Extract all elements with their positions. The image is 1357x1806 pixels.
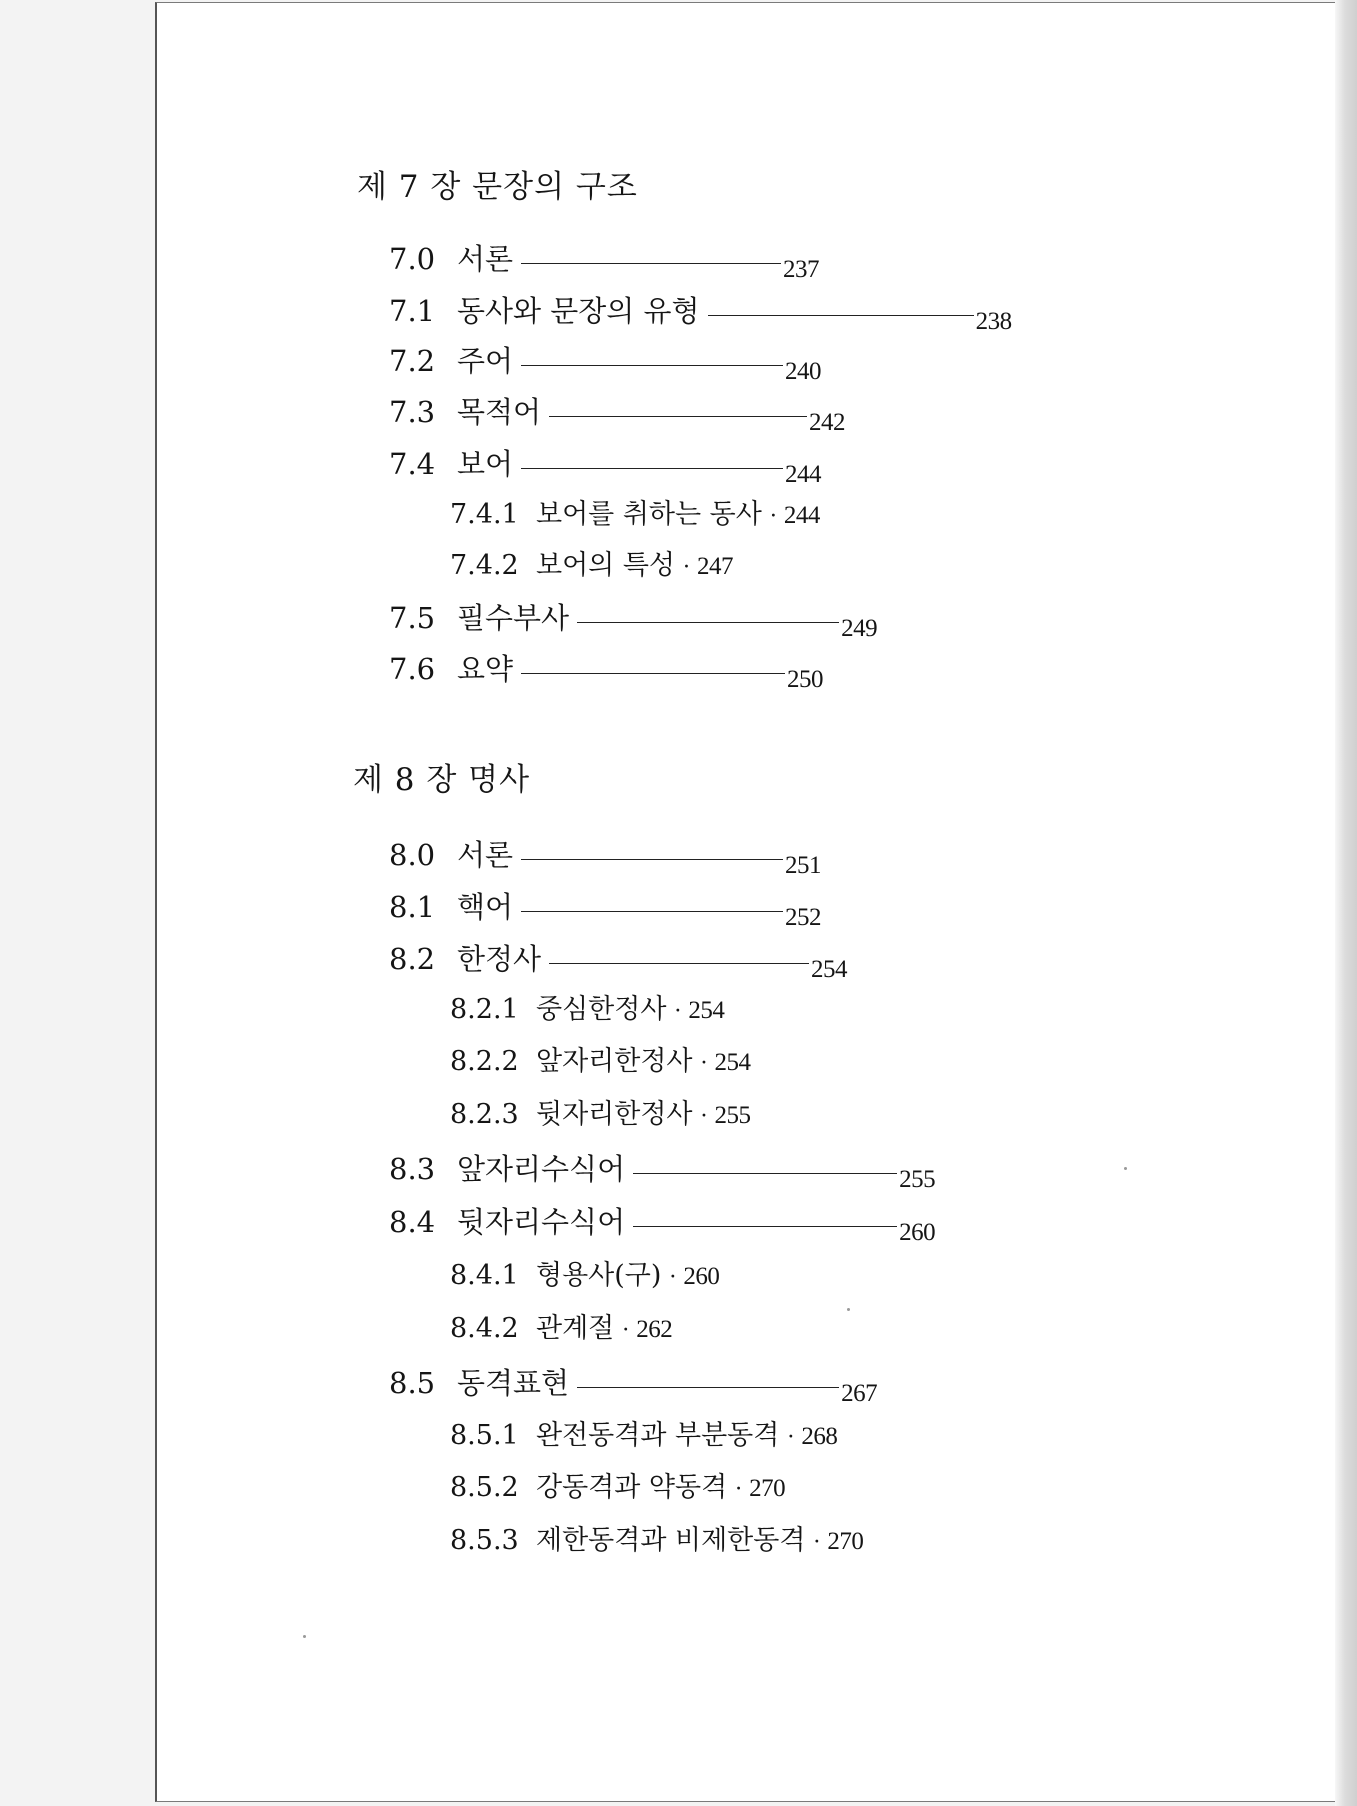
- toc-entry-7-6: [389, 651, 824, 693]
- dot-leader: [521, 365, 783, 366]
- toc-entry-7-1: [389, 293, 1012, 335]
- page-number: 244: [783, 502, 820, 529]
- dot-leader: [633, 1173, 897, 1174]
- section-number: 8.2.1: [450, 994, 519, 1025]
- page-edge-shadow: [1335, 0, 1357, 1806]
- section-title: 보어의 특성: [536, 550, 675, 581]
- section-number: 7.0: [389, 242, 436, 276]
- page-number: 260: [683, 1263, 720, 1290]
- page-number: 255: [714, 1102, 751, 1129]
- section-title: 서론: [457, 242, 514, 276]
- separator-dot: ·: [622, 1318, 630, 1343]
- section-number: 7.5: [389, 601, 436, 635]
- section-title: 보어를 취하는 동사: [536, 499, 762, 530]
- page-number: 268: [801, 1423, 838, 1450]
- page-number: 240: [785, 358, 822, 385]
- separator-dot: ·: [769, 504, 777, 529]
- page-number: 251: [785, 852, 822, 879]
- page-number: 260: [899, 1219, 936, 1246]
- toc-entry-8-1: [389, 889, 822, 931]
- page-number: 247: [697, 553, 733, 580]
- separator-dot: ·: [669, 1265, 677, 1290]
- toc-entry-8-0: [389, 837, 822, 879]
- section-number: 7.4.2: [450, 550, 519, 581]
- scan-speck: [847, 1308, 850, 1311]
- page-number: 237: [783, 256, 820, 283]
- section-title: 보어: [457, 447, 514, 481]
- toc-subentry-7-4-2: [450, 548, 733, 586]
- dot-leader: [633, 1226, 897, 1227]
- dot-leader: [549, 416, 807, 417]
- book-page: [155, 2, 1335, 1802]
- section-number: 8.2.3: [450, 1099, 519, 1130]
- section-title: 뒷자리수식어: [457, 1205, 626, 1239]
- toc-subentry-8-5-2: [450, 1470, 785, 1508]
- separator-dot: ·: [674, 999, 682, 1024]
- page-number: 270: [749, 1475, 786, 1502]
- dot-leader: [521, 859, 783, 860]
- section-number: 7.4.1: [450, 499, 519, 530]
- section-number: 7.3: [389, 395, 436, 429]
- toc-entry-7-5: [389, 600, 878, 642]
- separator-dot: ·: [787, 1425, 795, 1450]
- section-title: 강동격과 약동격: [536, 1472, 728, 1503]
- section-number: 8.5.1: [450, 1420, 519, 1451]
- dot-leader: [577, 622, 839, 623]
- chapter-8-title: 제 8 장 명사: [353, 762, 531, 798]
- section-title: 완전동격과 부분동격: [536, 1420, 780, 1451]
- section-number: 8.0: [389, 838, 436, 872]
- section-title: 앞자리한정사: [536, 1046, 693, 1077]
- section-number: 8.3: [389, 1152, 436, 1186]
- dot-leader: [521, 263, 781, 264]
- toc-subentry-8-2-3: [450, 1097, 751, 1135]
- section-number: 8.2: [389, 942, 436, 976]
- page-number: 242: [809, 409, 846, 436]
- section-number: 7.4: [389, 447, 436, 481]
- toc-entry-8-3: [389, 1151, 936, 1193]
- toc-entry-7-2: [389, 343, 822, 385]
- scan-speck: [1124, 1167, 1127, 1170]
- toc-entry-8-4: [389, 1204, 936, 1246]
- section-title: 뒷자리한정사: [536, 1099, 693, 1130]
- section-title: 동격표현: [457, 1366, 570, 1400]
- separator-dot: ·: [700, 1104, 708, 1129]
- section-title: 서론: [457, 838, 514, 872]
- section-number: 8.5: [389, 1366, 436, 1400]
- dot-leader: [521, 468, 783, 469]
- section-number: 8.4.2: [450, 1313, 519, 1344]
- section-number: 8.5.3: [450, 1525, 519, 1556]
- section-number: 7.2: [389, 344, 436, 378]
- section-number: 8.1: [389, 890, 436, 924]
- section-title: 관계절: [536, 1313, 615, 1344]
- toc-entry-7-4: [389, 446, 822, 488]
- page-number: 252: [785, 904, 822, 931]
- section-title: 주어: [457, 344, 514, 378]
- separator-dot: ·: [735, 1477, 743, 1502]
- toc-entry-8-5: [389, 1365, 878, 1407]
- dot-leader: [521, 673, 785, 674]
- toc-subentry-8-2-2: [450, 1044, 751, 1082]
- separator-dot: ·: [813, 1530, 821, 1555]
- page-number: 267: [841, 1380, 878, 1407]
- scan-speck: [303, 1635, 306, 1638]
- page-number: 254: [714, 1049, 751, 1076]
- page-number: 250: [787, 666, 824, 693]
- section-title: 중심한정사: [536, 994, 667, 1025]
- page-number: 254: [811, 956, 848, 983]
- section-number: 8.5.2: [450, 1472, 519, 1503]
- toc-entry-8-2: [389, 941, 848, 983]
- page-number: 262: [636, 1316, 673, 1343]
- toc-subentry-8-5-1: [450, 1418, 837, 1456]
- page-number: 238: [975, 308, 1012, 335]
- toc-subentry-8-2-1: [450, 992, 724, 1030]
- toc-entry-7-3: [389, 394, 846, 436]
- toc-subentry-8-4-1: [450, 1258, 719, 1296]
- page-number: 254: [688, 997, 725, 1024]
- section-title: 제한동격과 비제한동격: [536, 1525, 806, 1556]
- section-title: 요약: [457, 652, 514, 686]
- section-number: 8.2.2: [450, 1046, 519, 1077]
- separator-dot: ·: [700, 1051, 708, 1076]
- chapter-7-title: 제 7 장 문장의 구조: [357, 169, 638, 205]
- dot-leader: [521, 911, 783, 912]
- section-title: 한정사: [457, 942, 542, 976]
- table-of-contents: [157, 3, 1337, 1803]
- separator-dot: ·: [683, 555, 690, 580]
- toc-subentry-8-4-2: [450, 1311, 672, 1349]
- page-number: 255: [899, 1166, 936, 1193]
- section-title: 목적어: [457, 395, 542, 429]
- dot-leader: [549, 963, 809, 964]
- section-title: 동사와 문장의 유형: [457, 294, 700, 328]
- page-number: 249: [841, 615, 878, 642]
- section-title: 형용사(구): [536, 1260, 662, 1291]
- section-number: 8.4.1: [450, 1260, 519, 1291]
- toc-subentry-7-4-1: [450, 497, 820, 535]
- section-title: 앞자리수식어: [457, 1152, 626, 1186]
- section-number: 7.6: [389, 652, 436, 686]
- dot-leader: [708, 315, 974, 316]
- page-number: 270: [827, 1528, 864, 1555]
- section-number: 7.1: [389, 294, 436, 328]
- page-number: 244: [785, 461, 822, 488]
- toc-entry-7-0: [389, 241, 820, 283]
- dot-leader: [577, 1387, 839, 1388]
- section-number: 8.4: [389, 1205, 436, 1239]
- section-title: 필수부사: [457, 601, 570, 635]
- section-title: 핵어: [457, 890, 514, 924]
- toc-subentry-8-5-3: [450, 1523, 863, 1561]
